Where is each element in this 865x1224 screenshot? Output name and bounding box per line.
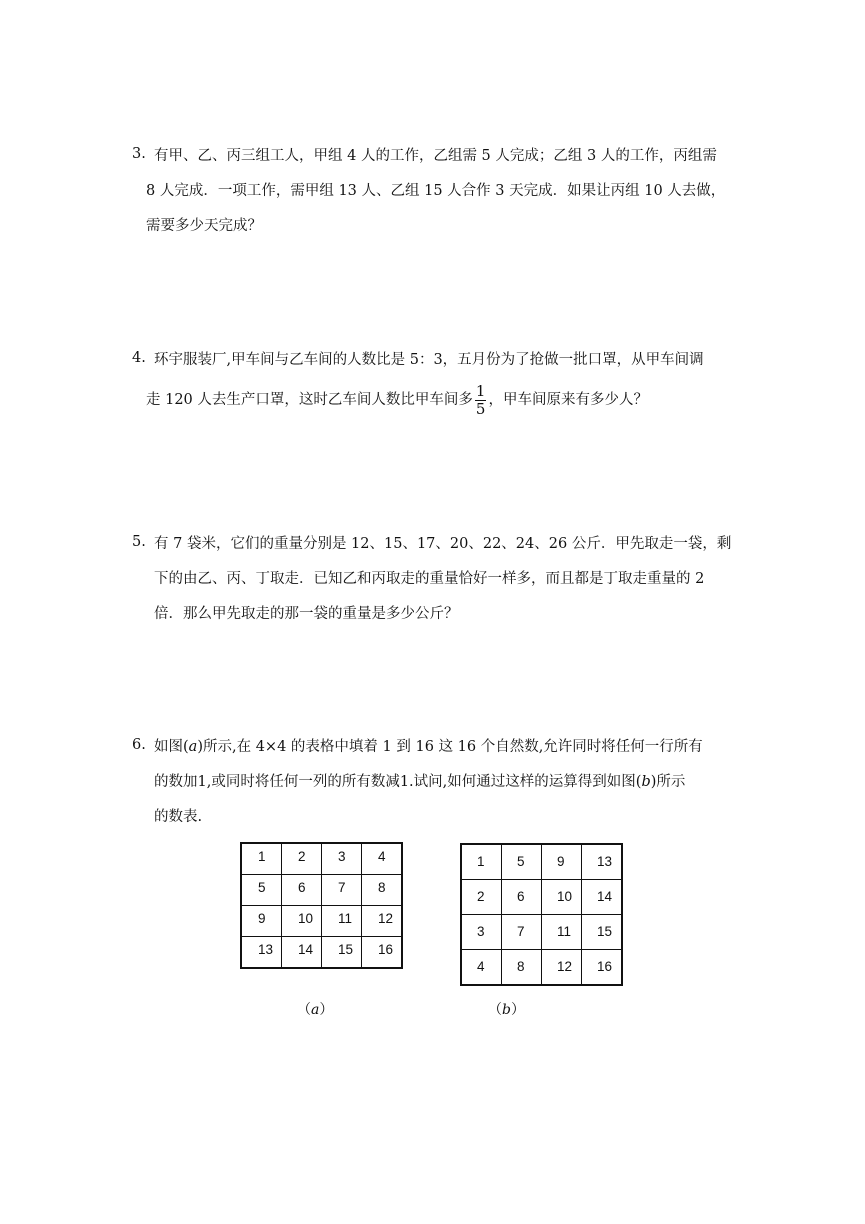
fraction-numerator: 1 [475,381,486,400]
table-row [241,937,402,969]
question-number: 4. [132,350,146,366]
table-b-caption [488,999,525,1019]
cell-value: 1 [477,854,485,869]
table-cell [241,843,282,875]
cell-value: 4 [378,849,386,864]
table-cell [362,937,403,969]
cell-value: 7 [338,880,346,895]
cell-value: 8 [378,880,386,895]
question-number: 5. [132,534,146,550]
cell-value: 10 [557,889,573,904]
question-text-line: 8 人完成．一项工作，需甲组 13 人、乙组 15 人合作 3 天完成．如果让丙组 10 人去做， [146,183,726,199]
cell-value: 6 [517,889,525,904]
cell-value: 5 [258,880,266,895]
question-text-line [146,381,648,419]
fraction [475,383,487,418]
question-text-line [154,772,685,792]
cell-value: 13 [258,942,274,957]
cell-value: 6 [298,880,306,895]
figure-variable: a [188,739,198,755]
table-cell [502,950,542,986]
question-text-line: 有 7 袋米，它们的重量分别是 12、15、17、20、22、24、26 公斤．甲先取走一袋，剩 [154,536,732,552]
caption-paren: （ [488,1002,502,1018]
cell-value: 12 [557,959,573,974]
table-a-caption [297,999,333,1019]
cell-value: 2 [298,849,306,864]
cell-value: 15 [597,924,613,939]
table-cell [241,937,282,969]
question-text-segment: 的数加1,或同时将任何一列的所有数减1.试问,如何通过这样的运算得到如图( [154,774,642,790]
table-cell [322,843,362,875]
question-text-segment: 走 120 人去生产口罩，这时乙车间人数比甲车间多 [146,392,473,408]
table-row [461,844,622,880]
table-cell [322,875,362,906]
cell-value: 15 [338,942,354,957]
cell-value: 12 [378,911,394,926]
table-cell [542,844,582,880]
cell-value: 3 [477,924,485,939]
table-row [461,915,622,950]
table-cell [582,950,623,986]
table-cell [582,844,623,880]
table-cell [502,880,542,915]
table-cell [322,937,362,969]
fraction-denominator: 5 [475,399,486,418]
caption-paren: （ [297,1002,311,1018]
table-row [461,880,622,915]
table-cell [241,875,282,906]
question-text-segment: )所示,在 4×4 的表格中填着 1 到 16 这 16 个自然数,允许同时将任何一行所有 [197,739,703,755]
table-cell [282,937,322,969]
cell-value: 7 [517,924,525,939]
table-cell [542,950,582,986]
question-text-line: 倍．那么甲先取走的那一袋的重量是多少公斤？ [154,606,459,622]
question-text-line: 的数表. [154,809,203,825]
question-text-line: 环宇服装厂,甲车间与乙车间的人数比是 5：3，五月份为了抢做一批口罩，从甲车间调 [154,352,704,368]
cell-value: 8 [517,959,525,974]
number-table-b [460,843,623,986]
figure-variable: b [502,1002,511,1018]
table-cell [542,880,582,915]
cell-value: 16 [378,942,394,957]
table-row [241,843,402,875]
caption-paren: ） [319,1002,334,1018]
number-table-a [240,842,403,969]
question-text-segment: )所示 [650,774,686,790]
question-text-segment: 如图( [154,739,189,755]
table-row [241,906,402,937]
table-row [461,950,622,986]
cell-value: 10 [298,911,314,926]
cell-value: 14 [597,889,613,904]
table-cell [461,880,502,915]
question-number: 6. [132,737,146,753]
figure-variable: a [311,1002,320,1018]
cell-value: 1 [258,849,266,864]
table-cell [362,875,403,906]
table-cell [282,875,322,906]
cell-value: 4 [477,959,485,974]
table-cell [582,915,623,950]
table-cell [362,906,403,937]
table-cell [461,915,502,950]
table-cell [282,906,322,937]
question-number: 3. [132,146,146,162]
cell-value: 3 [338,849,346,864]
table-cell [282,843,322,875]
cell-value: 9 [557,854,565,869]
cell-value: 16 [597,959,613,974]
table-cell [502,915,542,950]
caption-paren: ） [510,1002,525,1018]
question-text-line [154,737,703,757]
table-cell [542,915,582,950]
figure-variable: b [641,774,651,790]
table-cell [582,880,623,915]
question-text-segment: ，甲车间原来有多少人？ [488,392,648,408]
table-cell [362,843,403,875]
cell-value: 9 [258,911,266,926]
cell-value: 14 [298,942,314,957]
question-text-line: 有甲、乙、丙三组工人，甲组 4 人的工作，乙组需 5 人完成；乙组 3 人的工作，丙组需 [154,148,717,164]
cell-value: 2 [477,889,485,904]
cell-value: 11 [338,911,353,926]
table-cell [502,844,542,880]
table-cell [241,906,282,937]
cell-value: 5 [517,854,525,869]
question-text-line: 下的由乙、丙、丁取走．已知乙和丙取走的重量恰好一样多，而且都是丁取走重量的 2 [154,571,705,587]
cell-value: 13 [597,854,613,869]
cell-value: 11 [557,924,572,939]
table-cell [322,906,362,937]
question-text-line: 需要多少天完成？ [146,218,262,234]
table-row [241,875,402,906]
table-cell [461,950,502,986]
table-cell [461,844,502,880]
